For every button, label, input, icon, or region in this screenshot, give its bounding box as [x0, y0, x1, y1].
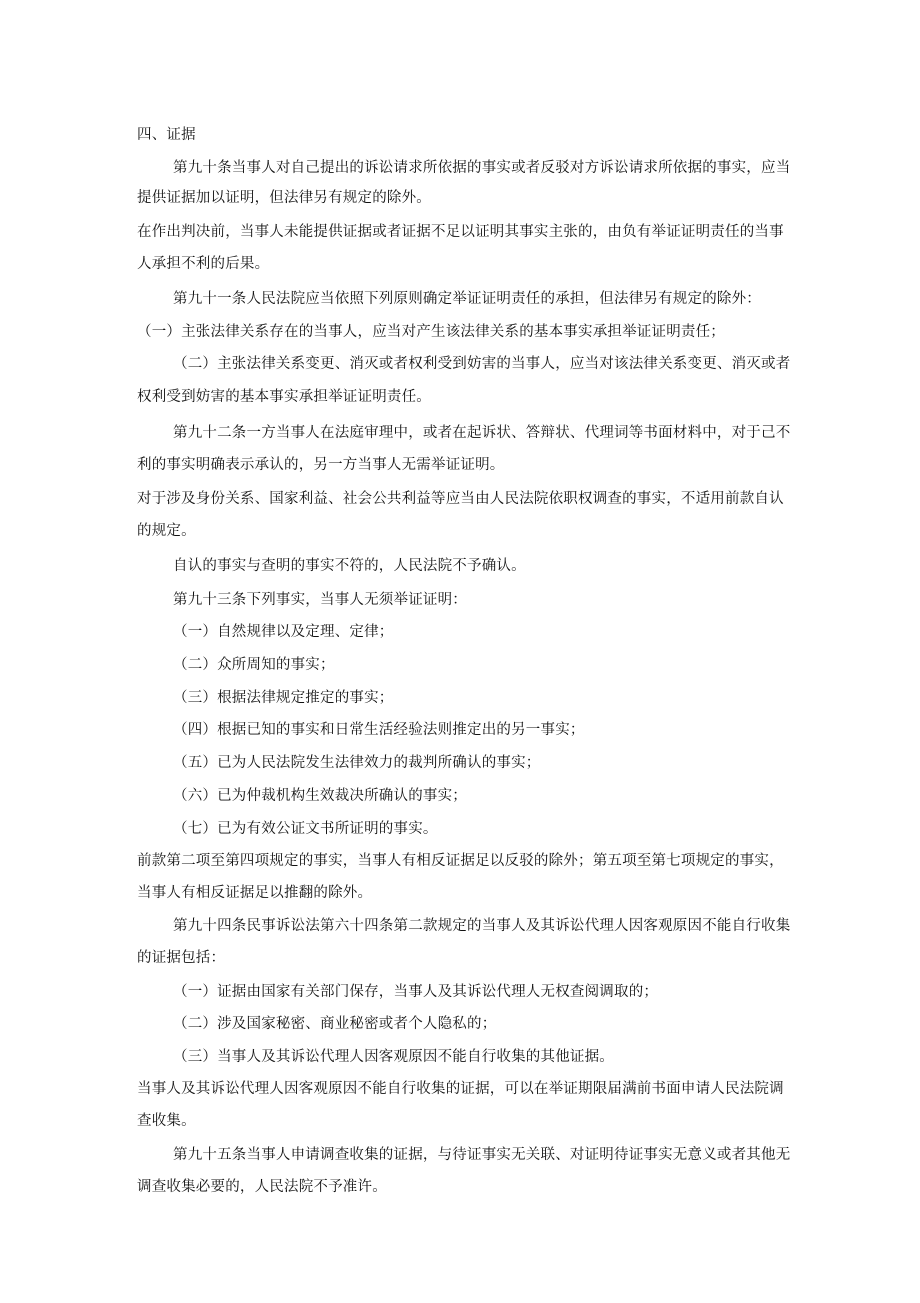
list-item: （一）证据由国家有关部门保存，当事人及其诉讼代理人无权查阅调取的； [173, 984, 659, 1000]
paragraph-line: （二）主张法律关系变更、消灭或者权利受到妨害的当事人，应当对该法律关系变更、消灭或者 [173, 356, 791, 372]
paragraph-line: 第九十五条当事人申请调查收集的证据，与待证事实无关联、对证明待证事实无意义或者其他无 [173, 1147, 791, 1163]
paragraph-line: 第九十条当事人对自己提出的诉讼请求所依据的事实或者反驳对方诉讼请求所依据的事实，应当 [173, 160, 791, 176]
list-item: （三）当事人及其诉讼代理人因客观原因不能自行收集的其他证据。 [173, 1049, 614, 1065]
paragraph-line: 查收集。 [137, 1113, 196, 1129]
paragraph-line: （一）主张法律关系存在的当事人，应当对产生该法律关系的基本事实承担举证证明责任； [137, 324, 725, 340]
list-item: （一）自然规律以及定理、定律； [173, 624, 394, 640]
paragraph-line: 前款第二项至第四项规定的事实，当事人有相反证据足以反驳的除外；第五项至第七项规定的事实， [137, 853, 784, 869]
list-item: （二）众所周知的事实； [173, 657, 335, 673]
paragraph-line: 第九十一条人民法院应当依照下列原则确定举证证明责任的承担，但法律另有规定的除外： [173, 291, 761, 307]
paragraph-line: 第九十三条下列事实，当事人无须举证证明： [173, 592, 467, 608]
paragraph-line: 权利受到妨害的基本事实承担举证证明责任。 [137, 389, 431, 405]
paragraph-line: 在作出判决前，当事人未能提供证据或者证据不足以证明其事实主张的，由负有举证证明责任的当事 [137, 224, 784, 240]
paragraph-line: 第九十四条民事诉讼法第六十四条第二款规定的当事人及其诉讼代理人因客观原因不能自行收集 [173, 918, 791, 934]
paragraph-line: 利的事实明确表示承认的，另一方当事人无需举证证明。 [137, 457, 505, 473]
paragraph-line: 调查收集必要的，人民法院不予准许。 [137, 1179, 387, 1195]
list-item: （七）已为有效公证文书所证明的事实。 [173, 821, 438, 837]
paragraph-line: 对于涉及身份关系、国家利益、社会公共利益等应当由人民法院依职权调查的事实，不适用前款自认 [137, 491, 784, 507]
list-item: （四）根据已知的事实和日常生活经验法则推定出的另一事实； [173, 722, 585, 738]
paragraph-line: 当事人及其诉讼代理人因客观原因不能自行收集的证据，可以在举证期限届满前书面申请人民法院调 [137, 1081, 784, 1097]
list-item: （二）涉及国家秘密、商业秘密或者个人隐私的； [173, 1016, 497, 1032]
list-item: （三）根据法律规定推定的事实； [173, 690, 394, 706]
paragraph-line: 人承担不利的后果。 [137, 256, 270, 272]
paragraph-line: 的规定。 [137, 523, 196, 539]
list-item: （五）已为人民法院发生法律效力的裁判所确认的事实； [173, 755, 541, 771]
list-item: （六）已为仲裁机构生效裁决所确认的事实； [173, 788, 467, 804]
section-heading: 四、证据 [137, 127, 196, 143]
paragraph-line: 提供证据加以证明，但法律另有规定的除外。 [137, 190, 431, 206]
paragraph-line: 第九十二条一方当事人在法庭审理中，或者在起诉状、答辩状、代理词等书面材料中，对于己不 [173, 425, 791, 441]
paragraph-line: 当事人有相反证据足以推翻的除外。 [137, 885, 373, 901]
paragraph-line: 的证据包括： [137, 950, 226, 966]
paragraph-line: 自认的事实与查明的事实不符的，人民法院不予确认。 [173, 558, 526, 574]
